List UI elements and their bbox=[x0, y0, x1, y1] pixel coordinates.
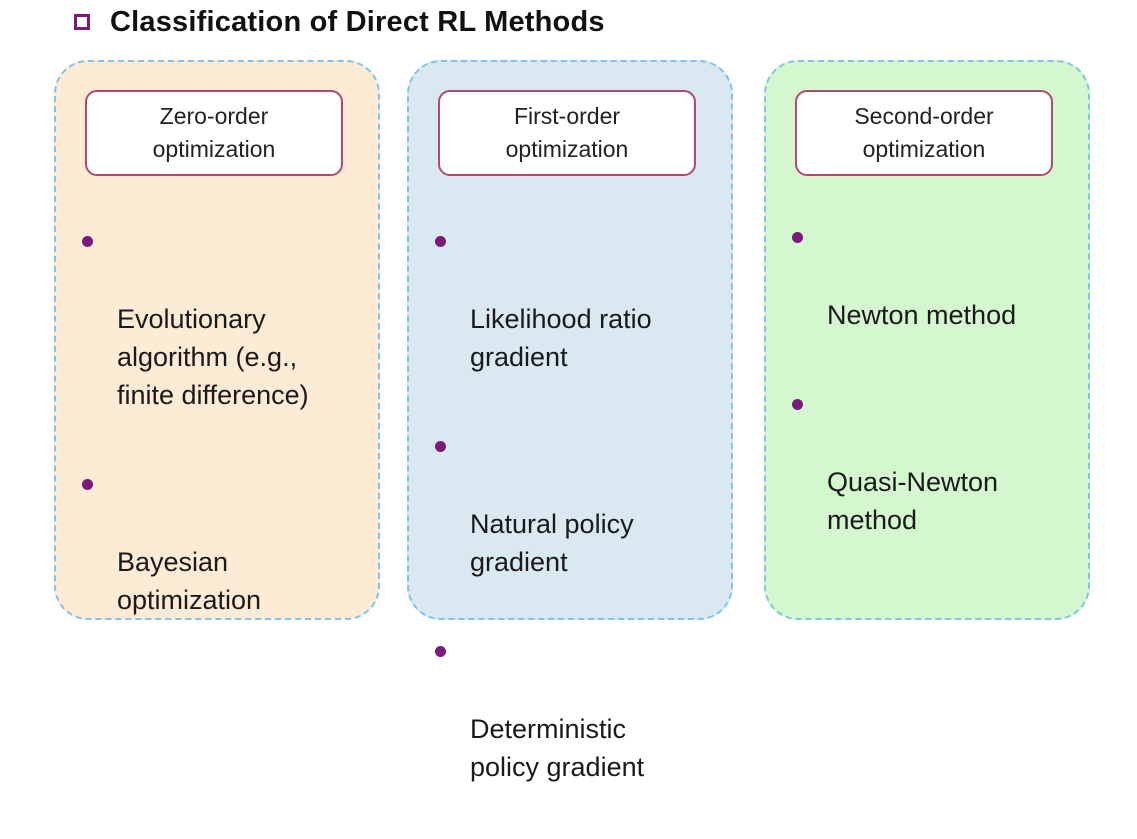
bullet-item bbox=[792, 387, 1078, 539]
bullet-dot-icon bbox=[435, 646, 446, 657]
bullet-text: Evolutionary algorithm (e.g., finite difference) bbox=[117, 304, 309, 410]
first-order-bullet-list bbox=[435, 224, 721, 839]
bullet-item bbox=[435, 224, 721, 376]
zero-order-bullet-list bbox=[82, 224, 368, 672]
bullet-text: Deterministic policy gradient bbox=[470, 714, 645, 782]
bullet-text: Natural policy gradient bbox=[470, 509, 634, 577]
zero-order-header-label: Zero-order optimization bbox=[152, 103, 276, 162]
bullet-text: Bayesian optimization bbox=[117, 547, 262, 615]
bullet-dot-icon bbox=[82, 479, 93, 490]
bullet-item bbox=[435, 634, 721, 786]
hollow-square-icon bbox=[74, 14, 90, 30]
bullet-item bbox=[82, 224, 368, 414]
bullet-text: Likelihood ratio gradient bbox=[470, 304, 652, 372]
bullet-item bbox=[792, 220, 1078, 334]
zero-order-panel bbox=[54, 60, 380, 620]
bullet-text: Newton method bbox=[827, 300, 1017, 330]
first-order-header bbox=[438, 90, 696, 176]
second-order-bullet-list bbox=[792, 220, 1078, 592]
bullet-dot-icon bbox=[435, 441, 446, 452]
slide-title-text: Classification of Direct RL Methods bbox=[110, 5, 605, 38]
zero-order-header bbox=[85, 90, 343, 176]
second-order-header-label: Second-order optimization bbox=[854, 103, 994, 162]
second-order-header bbox=[795, 90, 1053, 176]
bullet-dot-icon bbox=[792, 232, 803, 243]
bullet-item bbox=[82, 467, 368, 619]
slide-title bbox=[74, 2, 605, 42]
bullet-dot-icon bbox=[82, 236, 93, 247]
first-order-header-label: First-order optimization bbox=[505, 103, 629, 162]
bullet-item bbox=[435, 429, 721, 581]
bullet-text: Quasi-Newton method bbox=[827, 467, 999, 535]
first-order-panel bbox=[407, 60, 733, 782]
bullet-dot-icon bbox=[792, 399, 803, 410]
second-order-panel bbox=[764, 60, 1090, 620]
bullet-dot-icon bbox=[435, 236, 446, 247]
